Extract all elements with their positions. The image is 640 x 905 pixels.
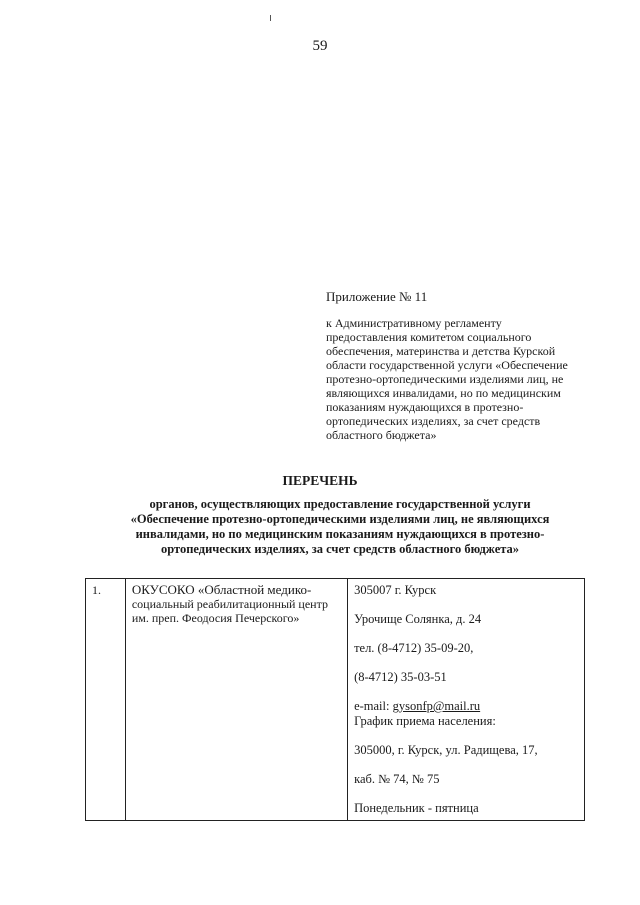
organization-name-line: социальный реабилитационный центр — [131, 597, 328, 611]
appendix-block — [326, 290, 596, 442]
email-label: e-mail: — [354, 699, 393, 713]
page-tick-mark — [270, 15, 271, 21]
table-row — [86, 579, 585, 821]
row-number: 1. — [86, 579, 126, 821]
organization-contacts — [348, 579, 585, 821]
organization-name — [125, 579, 347, 821]
address-postcode: 305007 г. Курск — [354, 583, 437, 597]
phone-2: (8-4712) 35-03-51 — [354, 670, 447, 684]
organization-name-line: ОКУСОКО «Областной медико- — [131, 582, 312, 597]
organizations-table — [85, 578, 585, 821]
document-heading: ПЕРЕЧЕНЬ — [282, 473, 358, 488]
address-street: Урочище Солянка, д. 24 — [354, 612, 482, 626]
schedule-label: График приема населения: — [354, 714, 496, 728]
reception-address: 305000, г. Курск, ул. Радищева, 17, — [354, 743, 538, 757]
email-link[interactable]: gysonfp@mail.ru — [392, 699, 481, 713]
page-number: 59 — [312, 38, 328, 54]
document-subheading: органов, осуществляющих предоставление государственной услуги «Обеспечение протезно-ортопедическими изделиями лиц, не являющихся инвалидами, но по медицинским показаниям нуждающихся в протезно- ортопедических изделиях, за счет средств областного бюджета» — [130, 497, 550, 556]
email-line — [354, 699, 578, 714]
appendix-title: Приложение № 11 — [326, 289, 428, 304]
appendix-text: к Административному регламенту предоставления комитетом социального обеспечения, материнства и детства Курской области государственной услуги «Обеспечение протезно-ортопедическими изделиями лиц, не являющихся инвалидами, но по медицинским показаниям нуждающихся в протезно- ортопедических изделиях, за счет средств областного бюджета» — [326, 316, 568, 442]
organization-name-line: им. преп. Феодосия Печерского» — [131, 611, 300, 625]
reception-cabinets: каб. № 74, № 75 — [354, 772, 440, 786]
reception-days: Понедельник - пятница — [354, 801, 479, 815]
phone-1: тел. (8-4712) 35-09-20, — [354, 641, 474, 655]
